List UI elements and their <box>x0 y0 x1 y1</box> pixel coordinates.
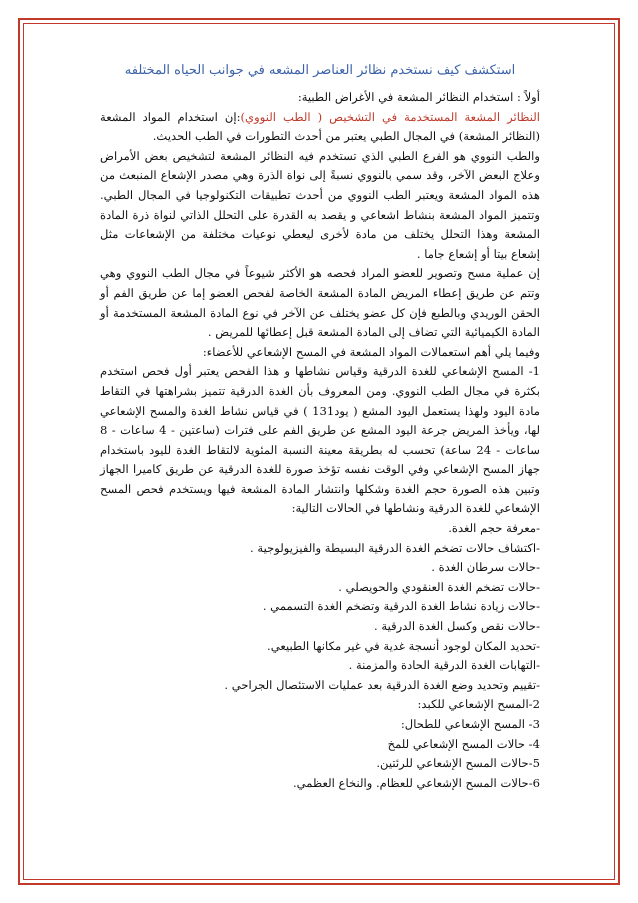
intro-line: أولاً : استخدام النظائر المشعة في الأغراض الطبية: <box>297 90 540 104</box>
paragraph-thyroid-scan: 1- المسح الإشعاعي للغدة الدرقية وقياس نشاطها و هذا الفحص يعتبر أول فحص استخدم بكثرة في مجال الطب النووي. ومن المعروف بأن الغدة الدرقية تتميز بشراهتها في التقاط مادة اليود ولهذا يستعمل اليود المشع ( يود131 ) في قياس نشاط الغدة والمسح الإشعاعي لها، ويأخذ المريض جرعة اليود المشع عن طريق الفم على فترات (ساعتين - 4 ساعات - 8 ساعات - 24 ساعة) تحسب له بطريقة معينة النسبة المئوية لالتقاط الغدة لليود باستخدام جهاز المسح الإشعاعي وفي الوقت نفسه تؤخذ صورة للغدة الدرقية عن طريق كاميرا الجهاز وتبين هذه الصورة حجم الغدة وشكلها وانتشار المادة المشعة فيها ويستخدم فحص المسح الإشعاعي للغدة الدرقية ونشاطها في الحالات التالية: <box>100 364 540 516</box>
paragraph-uses-intro: وفيما يلي أهم استعمالات المواد المشعة في المسح الإشعاعي للأعضاء: <box>202 344 540 359</box>
numbered-item-bones: 6-حالات المسح الإشعاعي للعظام. والنخاع العظمي. <box>292 775 540 790</box>
list-item: -اكتشاف حالات تضخم الغدة الدرقية البسيطة والفيزيولوجية . <box>250 540 540 555</box>
paragraph-diagnosis <box>100 108 540 147</box>
document-title: استكشف كيف نستخدم نظائر العناصر المشعه في جوانب الحياه المختلفه <box>124 63 516 78</box>
list-item: -معرفة حجم الغدة. <box>448 521 540 536</box>
paragraph-nuclear-medicine: والطب النووي هو الفرع الطبي الذي تستخدم فيه النظائر المشعة لتشخيص بعض الأمراض وعلاج البعض الآخر، وقد سمي بالنووي نسبةً إلى نواة الذرة وهي مصدر الإشعاع المنبعث من هذه المواد المشعة ويعتبر الطب النووي من أحدث تطبيقات التكنولوجيا في المجال الطبي. وتتميز المواد المشعة بنشاط اشعاعي و يقصد به القدرة على التحلل الذاتي لنواة ذرة المادة المشعة وهذا التحلل يختلف من مادة لأخرى ليعطي نوعيات مختلفة من الإشعاعات مثل إشعاع بيتا أو إشعاع جاما . <box>100 148 540 261</box>
list-item: -تقييم وتحديد وضع الغدة الدرقية بعد عمليات الاستئصال الجراحي . <box>224 677 540 692</box>
list-item: -حالات تضخم الغدة العنقودي والحويصلي . <box>338 579 540 594</box>
list-item: -حالات زيادة نشاط الغدة الدرقية وتضخم الغدة التسممي . <box>262 599 540 614</box>
list-item: -حالات نقص وكسل الغدة الدرقية . <box>374 619 540 634</box>
numbered-item-lungs: 5-حالات المسح الإشعاعي للرئتين. <box>376 756 540 771</box>
diagnosis-text: :إن استخدام المواد المشعة (النظائر المشعة) في المجال الطبي يعتبر من أحدث التطورات في الطب الحديث. <box>100 109 540 144</box>
list-item: -تحديد المكان لوجود أنسجة غدية في غير مكانها الطبيعي. <box>267 638 540 653</box>
diagnosis-heading: النظائر المشعة المستخدمة في التشخيص ( الطب النووي) <box>240 109 540 124</box>
list-item: -حالات سرطان الغدة . <box>431 560 540 575</box>
numbered-item-brain: 4- حالات المسح الإشعاعي للمخ <box>387 736 540 751</box>
document-body <box>100 62 540 793</box>
list-item: -التهابات الغدة الدرقية الحادة والمزمنة . <box>348 658 540 673</box>
paragraph-scanning: إن عملية مسح وتصوير للعضو المراد فحصه هو الأكثر شيوعاً في مجال الطب النووي وهي وتتم عن طريق إعطاء المريض المادة المشعة الخاصة لفحص العضو إما عن طريق الفم أو الحقن الوريدي وبالطبع فإن كل عضو يختلف عن الآخر في نوع المادة المشعة المستخدمة أو المادة الكيميائية التي تضاف إلى المادة المشعة قبل إعطائها للمريض . <box>100 266 540 340</box>
numbered-item-spleen: 3- المسح الإشعاعي للطحال: <box>400 717 540 731</box>
numbered-item-liver: 2-المسح الإشعاعي للكبد: <box>417 697 540 712</box>
